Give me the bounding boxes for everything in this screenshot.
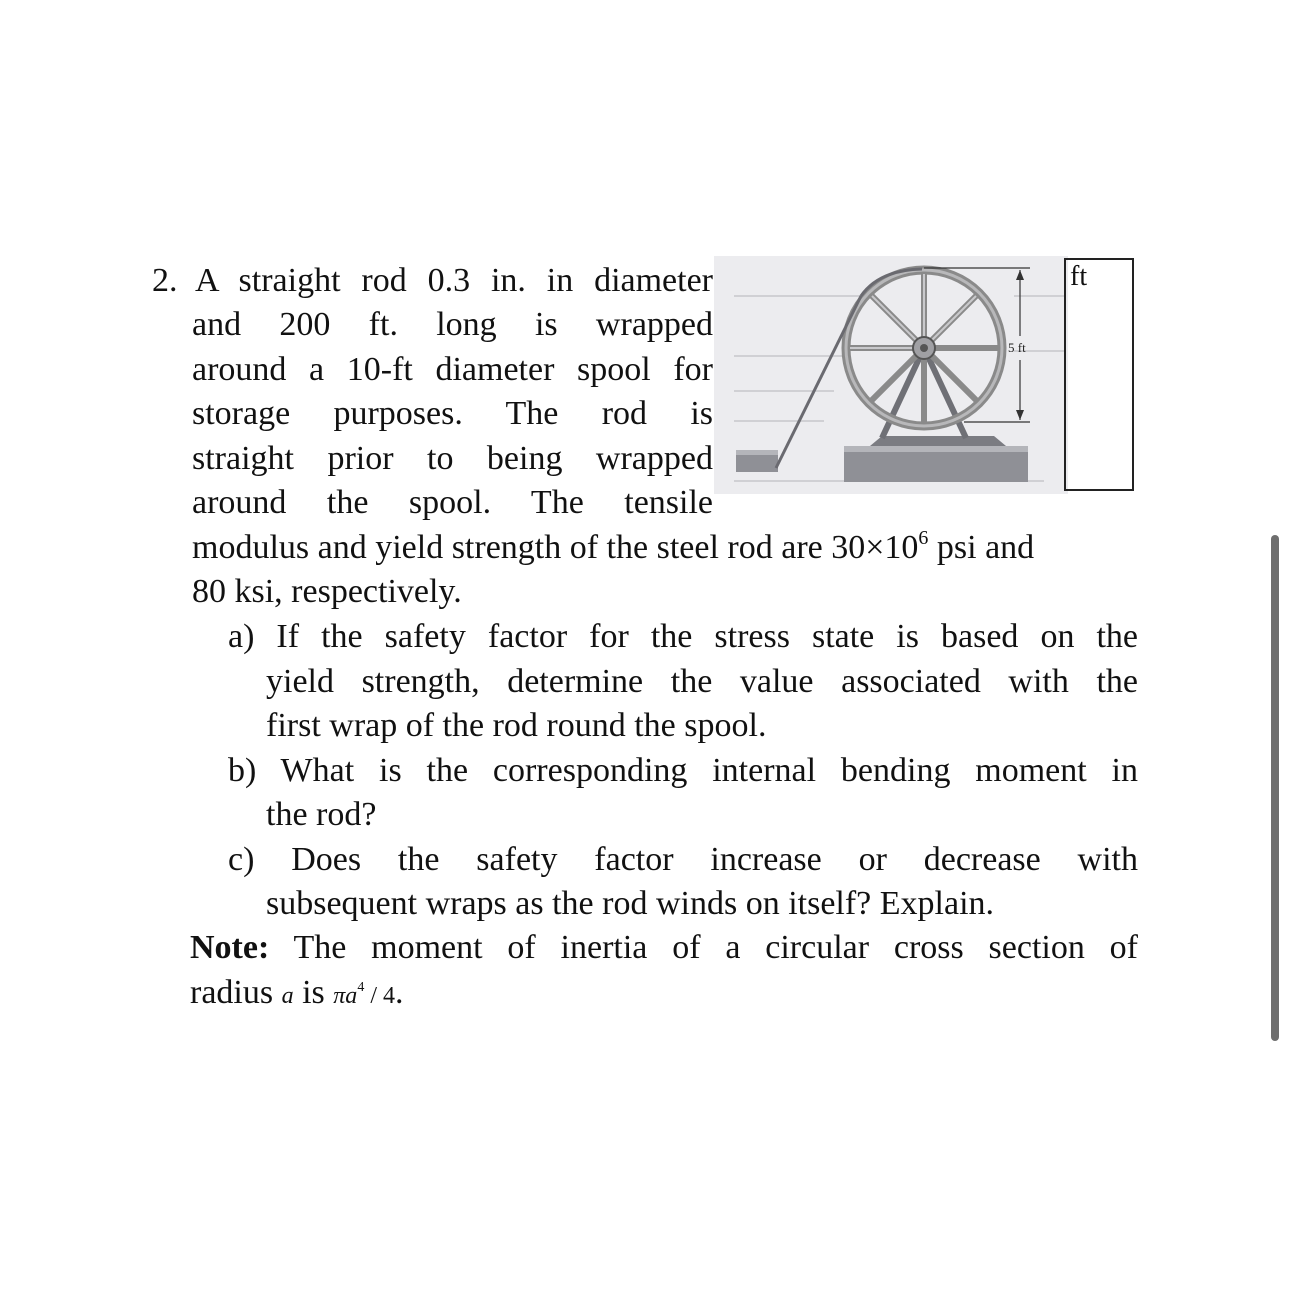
problem-line-2: and 200 ft. long is wrapped: [192, 306, 713, 343]
problem-number: 2.: [152, 262, 178, 299]
problem-line-1: A straight rod 0.3 in. in diameter: [195, 262, 713, 299]
annotation-box: [1064, 258, 1134, 491]
note-radius-text: radius: [190, 974, 282, 1011]
note-label: Note:: [190, 929, 270, 966]
note-line-2: [190, 971, 403, 1018]
dimension-label: 5 ft: [1008, 340, 1026, 355]
problem-line-4: storage purposes. The rod is: [192, 395, 713, 432]
modulus-text: modulus and yield strength of the steel rod are 30×10: [192, 529, 919, 566]
part-c-line-2: subsequent wraps as the rod winds on itself? Explain.: [266, 885, 995, 922]
part-a-line-2: yield strength, determine the value associated with the: [266, 663, 1138, 700]
problem-line-6: around the spool. The tensile: [192, 484, 713, 521]
part-b-line-1: b) What is the corresponding internal bending moment in: [228, 752, 1138, 789]
formula-tail: / 4: [364, 983, 395, 1009]
part-b-line-2: the rod?: [266, 796, 377, 833]
symbol-a: a: [281, 983, 294, 1009]
annotation-box-label: ft: [1070, 261, 1088, 292]
spool-figure: [714, 256, 1068, 494]
scrollbar[interactable]: [1271, 535, 1279, 1041]
formula-exponent: 4: [357, 980, 365, 995]
part-c-line-1: c) Does the safety factor increase or decrease with: [228, 841, 1138, 878]
problem-line-3: around a 10-ft diameter spool for: [192, 351, 713, 388]
note-text: The moment of inertia of a circular cross section of: [269, 929, 1138, 966]
problem-line-7: [192, 526, 1034, 570]
note-is-text: is: [293, 974, 334, 1011]
note-line-1: [190, 926, 1138, 970]
formula-base: πa: [333, 983, 358, 1009]
problem-line-5: straight prior to being wrapped: [192, 440, 713, 477]
modulus-exponent: 6: [918, 527, 929, 549]
part-a-line-1: a) If the safety factor for the stress state is based on the: [228, 618, 1138, 655]
modulus-text-end: psi and: [928, 529, 1035, 566]
problem-line-8: 80 ksi, respectively.: [192, 573, 462, 610]
note-period: .: [394, 974, 404, 1011]
part-a-line-3: first wrap of the rod round the spool.: [266, 707, 767, 744]
